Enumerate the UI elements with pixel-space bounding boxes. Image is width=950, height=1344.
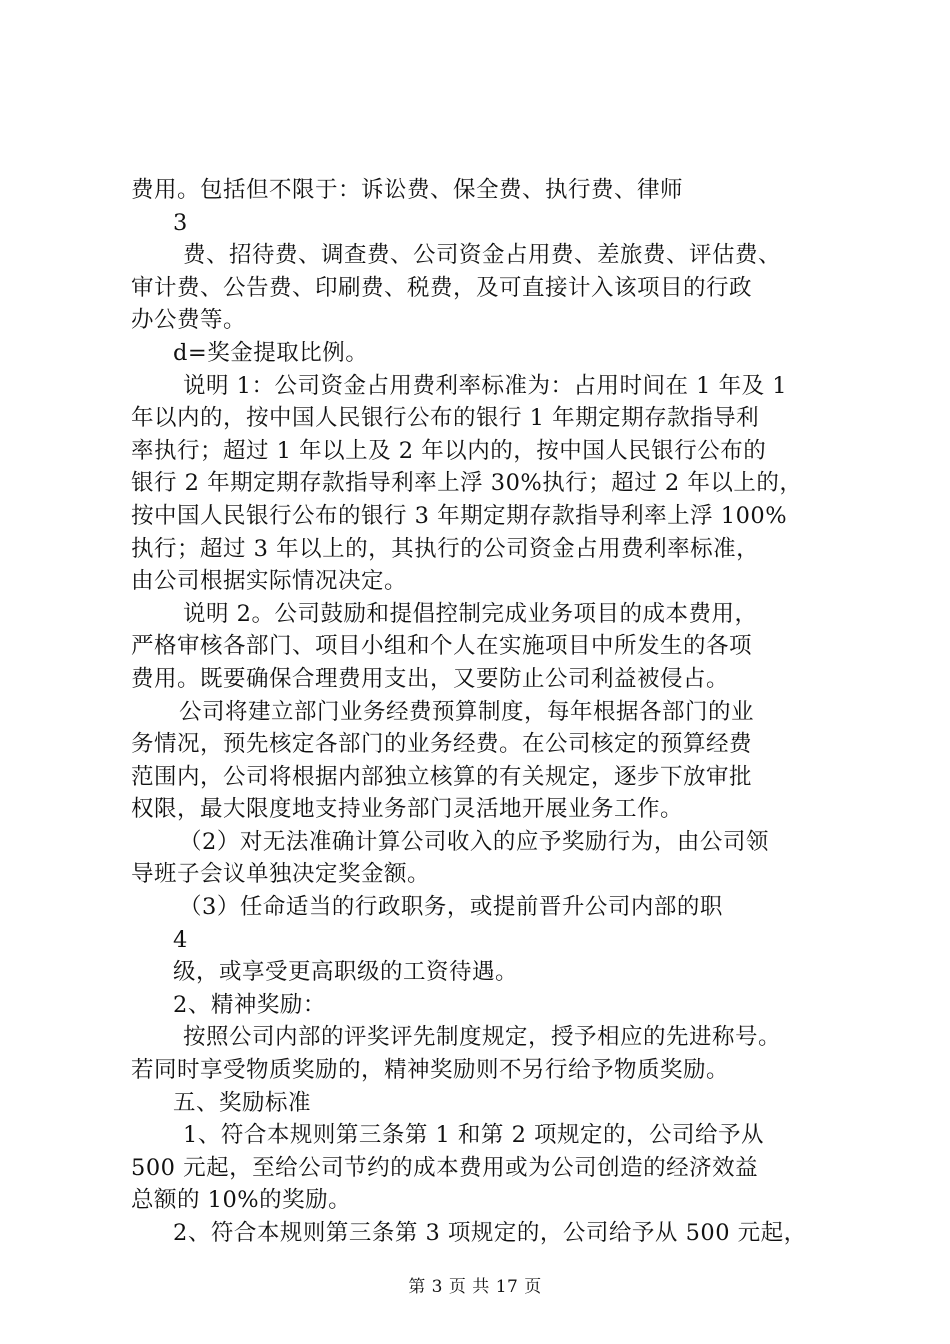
text-line: 公司将建立部门业务经费预算制度，每年根据各部门的业 <box>179 698 755 725</box>
text-line: 年以内的，按中国人民银行公布的银行 1 年期定期存款指导利 <box>131 405 760 432</box>
text-line: 审计费、公告费、印刷费、税费，及可直接计入该项目的行政 <box>131 274 753 301</box>
text-line: 银行 2 年期定期存款指导利率上浮 30%执行；超过 2 年以上的， <box>131 470 803 497</box>
text-line: 说明 1：公司资金占用费利率标准为：占用时间在 1 年及 1 <box>183 372 788 399</box>
text-line: 费用。既要确保合理费用支出，又要防止公司利益被侵占。 <box>131 665 730 692</box>
text-line: 办公费等。 <box>131 307 247 334</box>
text-line: d=奖金提取比例。 <box>173 339 369 366</box>
text-line: （2）对无法准确计算公司收入的应予奖励行为，由公司领 <box>179 828 769 855</box>
text-line: 费、招待费、调查费、公司资金占用费、差旅费、评估费、 <box>183 242 782 269</box>
text-line: （3）任命适当的行政职务，或提前晋升公司内部的职 <box>179 894 723 921</box>
text-line: 率执行；超过 1 年以上及 2 年以内的，按中国人民银行公布的 <box>131 437 767 464</box>
text-line: 执行；超过 3 年以上的，其执行的公司资金占用费利率标准， <box>131 535 760 562</box>
text-line: 总额的 10%的奖励。 <box>131 1187 352 1214</box>
text-line: 按中国人民银行公布的银行 3 年期定期存款指导利率上浮 100% <box>131 502 788 529</box>
text-line: 若同时享受物质奖励的，精神奖励则不另行给予物质奖励。 <box>131 1057 730 1084</box>
text-line: 500 元起，至给公司节约的成本费用或为公司创造的经济效益 <box>131 1154 759 1181</box>
text-line: 2、精神奖励： <box>173 991 326 1018</box>
page-footer <box>0 1272 950 1297</box>
text-line: 范围内，公司将根据内部独立核算的有关规定，逐步下放审批 <box>131 763 753 790</box>
text-line: 2、符合本规则第三条第 3 项规定的，公司给予从 500 元起， <box>173 1220 807 1246</box>
text-line: 级，或享受更高职级的工资待遇。 <box>173 959 519 986</box>
text-line: 按照公司内部的评奖评先制度规定，授予相应的先进称号。 <box>183 1024 782 1051</box>
page-break-number: 4 <box>173 926 188 953</box>
section-heading: 五、奖励标准 <box>173 1089 312 1116</box>
document-body <box>131 174 851 1250</box>
text-line: 权限，最大限度地支持业务部门灵活地开展业务工作。 <box>131 796 684 823</box>
text-line: 1、符合本规则第三条第 1 和第 2 项规定的，公司给予从 <box>183 1122 765 1149</box>
text-line: 导班子会议单独决定奖金额。 <box>131 861 431 888</box>
text-line: 务情况，预先核定各部门的业务经费。在公司核定的预算经费 <box>131 731 753 758</box>
text-line: 严格审核各部门、项目小组和个人在实施项目中所发生的各项 <box>131 633 753 660</box>
page-number-label: 第 3 页 共 17 页 <box>408 1277 542 1297</box>
text-line: 费用。包括但不限于：诉讼费、保全费、执行费、律师 <box>131 177 684 203</box>
text-line: 说明 2。公司鼓励和提倡控制完成业务项目的成本费用， <box>183 600 758 627</box>
text-line: 由公司根据实际情况决定。 <box>131 568 408 595</box>
page-break-number: 3 <box>173 209 188 236</box>
